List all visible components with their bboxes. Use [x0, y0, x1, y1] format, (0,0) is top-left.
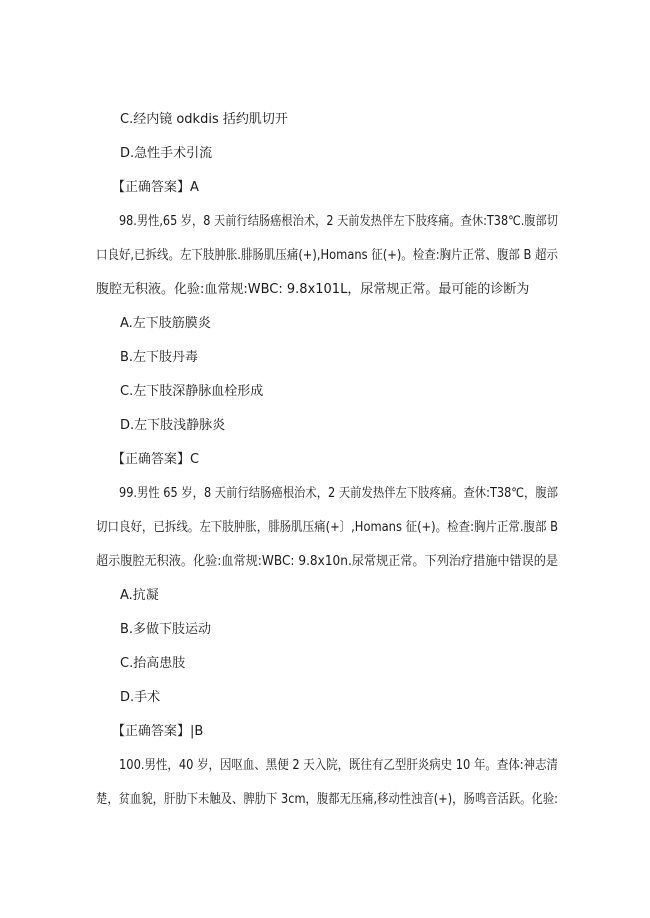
option-b-q99: B.多做下肢运动 — [120, 622, 212, 637]
answer-q98: 【正确答案】C — [112, 452, 200, 467]
option-d-q97: D.急性手术引流 — [120, 146, 213, 161]
question-99-line-2: 切口良好，已拆线。左下肢肿胀，腓肠肌压痛(+〕,Homans 征(+)。检查:胸片正常.腹部 B — [96, 520, 558, 535]
question-100-line-2: 楚，贫血貌，肝肋下未触及、脾肋下 3cm，腹都无压痛,移动性浊音(+)，肠鸣音活跃。化验: — [96, 792, 558, 807]
option-a-q98: A.左下肢筋膜炎 — [120, 316, 211, 331]
option-d-q98: D.左下肢浅静脉炎 — [120, 418, 226, 433]
question-100-line-1: 100.男性，40 岁，因呕血、黑便 2 天入院，既往有乙型肝炎病史 10 年。查体:神志清 — [119, 758, 558, 773]
answer-q99: 【正确答案】|B — [112, 724, 204, 739]
option-a-q99: A.抗凝 — [120, 588, 159, 603]
option-c-q97: C.经内镜 odkdis 括约肌切开 — [120, 112, 288, 127]
question-98-line-3: 腹腔无积液。化验:血常规:WBC: 9.8x101L，尿常规正常。最可能的诊断为 — [96, 282, 530, 297]
option-c-q99: C.抬高患肢 — [120, 656, 186, 671]
option-b-q98: B.左下肢丹毒 — [120, 350, 199, 365]
option-c-q98: C.左下肢深静脉血栓形成 — [120, 384, 264, 399]
question-98-line-2: 口良好,已拆线。左下肢肿胀.腓肠肌压痛(+),Homans 征(+)。检查:胸片正常、腹部 B 超示 — [96, 248, 558, 263]
answer-q97: 【正确答案】A — [112, 180, 199, 195]
question-98-line-1: 98.男性,65 岁，8 天前行结肠癌根治术，2 天前发热伴左下肢疼痛。查休:T38℃.腹部切 — [119, 214, 558, 229]
question-99-line-1: 99.男性 65 岁，8 天前行结肠癌根治术，2 天前发热伴左下肢疼痛。查休:T38℃，腹部 — [119, 486, 558, 501]
option-d-q99: D.手术 — [120, 690, 161, 705]
question-99-line-3: 超示腹腔无积液。化验:血常规:WBC: 9.8x10n.尿常规正常。下列治疗措施中错误的是 — [96, 554, 558, 569]
